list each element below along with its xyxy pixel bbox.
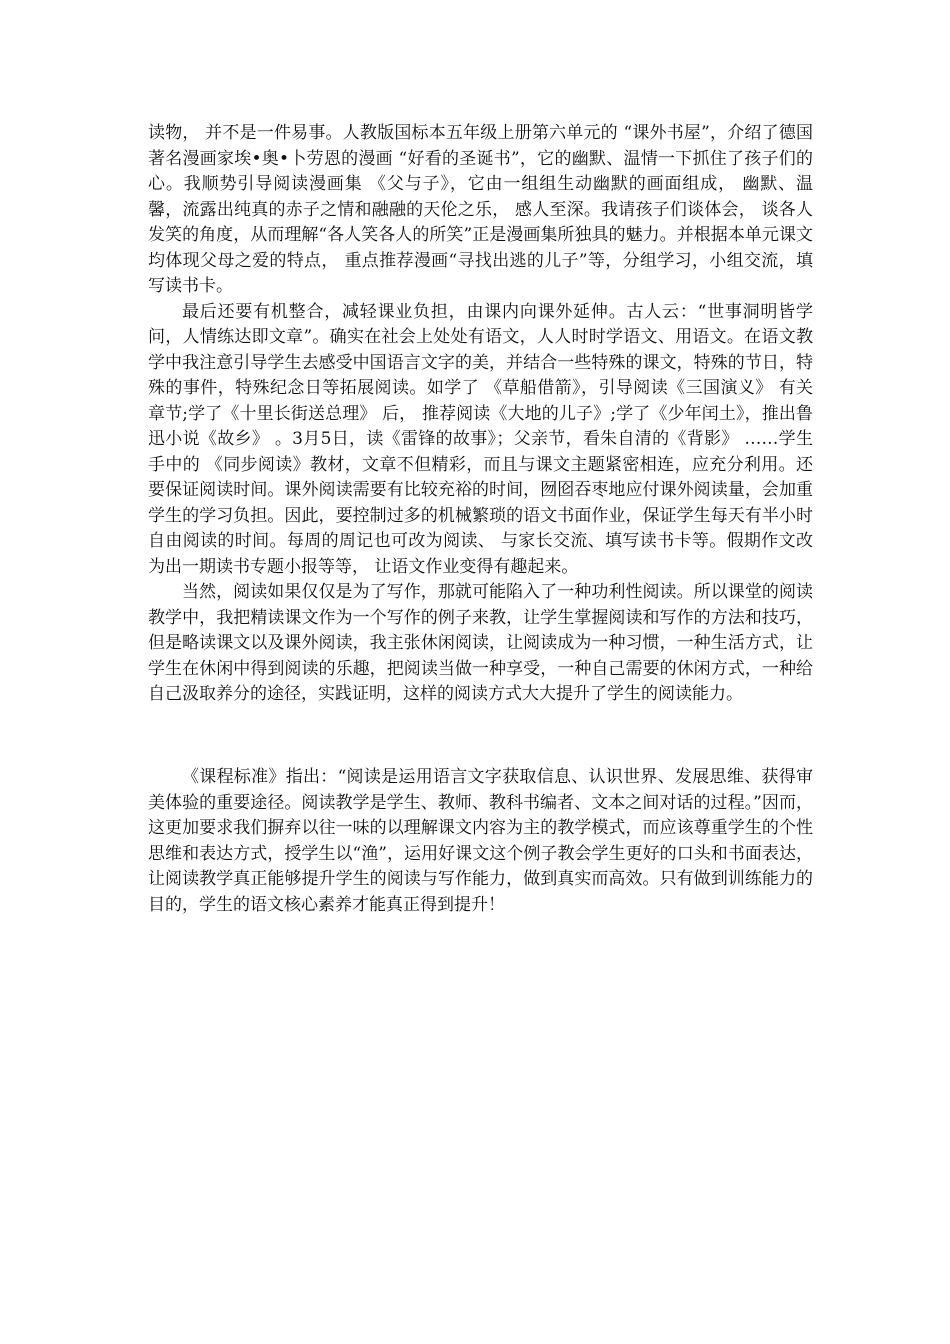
- body-text-conclusion: [148, 765, 813, 918]
- paragraph-integration: 最后还要有机整合，减轻课业负担，由课内向课外延伸。古人云：“世事洞明皆学问，人情练达即文章”。确实在社会上处处有语文，人人时时学语文、用语文。在语文教学中我注意引导学生去感受中国语言文字的美，并结合一些特殊的课文，特殊的节日，特殊的事件，特殊纪念日等拓展阅读。如学了 《草船借箭》，引导阅读《三国演义》 有关章节;学了《十里长街送总理》 后， 推荐阅读《大地的儿子》;学了《少年闰土》，推出鲁迅小说《故乡》 。3月5日，读《雷锋的故事》；父亲节，看朱自清的《背影》 ……学生手中的 《同步阅读》教材，文章不但精彩，而且与课文主题紧密相连，应充分利用。还要保证阅读时间。课外阅读需要有比较充裕的时间，囫囵吞枣地应付课外阅读量，会加重学生的学习负担。因此，要控制过多的机械繁琐的语文书面作业，保证学生每天有半小时自由阅读的时间。每周的周记也可改为阅读、 与家长交流、填写读书卡等。假期作文改为出一期读书专题小报等等， 让语文作业变得有趣起来。: [148, 301, 813, 577]
- paragraph-leisure-reading: 当然，阅读如果仅仅是为了写作，那就可能陷入了一种功利性阅读。所以课堂的阅读教学中，我把精读课文作为一个写作的例子来教，让学生掌握阅读和写作的方法和技巧，但是略读课文以及课外阅读，我主张休闲阅读，让阅读成为一种习惯，一种生活方式，让学生在休闲中得到阅读的乐趣，把阅读当做一种享受，一种自己需要的休闲方式，一种给自己汲取养分的途径，实践证明，这样的阅读方式大大提升了学生的阅读能力。: [148, 582, 813, 704]
- paragraph-curriculum-standard: 《课程标准》指出：“阅读是运用语言文字获取信息、认识世界、发展思维、获得审美体验的重要途径。阅读教学是学生、教师、教科书编者、文本之间对话的过程。”因而，这更加要求我们摒弃以往一味的以理解课文内容为主的教学模式，而应该尊重学生的个性思维和表达方式，授学生以“渔”，运用好课文这个例子教会学生更好的口头和书面表达，让阅读教学真正能够提升学生的阅读与写作能力，做到真实而高效。只有做到训练能力的目的，学生的语文核心素养才能真正得到提升！: [148, 767, 813, 915]
- body-text-main: [148, 121, 813, 708]
- paragraph-comic-reading: 读物， 并不是一件易事。人教版国标本五年级上册第六单元的 “课外书屋”，介绍了德国著名漫画家埃•奥•卜劳恩的漫画 “好看的圣诞书”，它的幽默、温情一下抓住了孩子们的心。我顺势引导阅读漫画集 《父与子》，它由一组组生动幽默的画面组成， 幽默、温馨，流露出纯真的赤子之情和融融的天伦之乐， 感人至深。我请孩子们谈体会， 谈各人发笑的角度，从而理解“各人笑各人的所笑”正是漫画集所独具的魅力。并根据本单元课文均体现父母之爱的特点， 重点推荐漫画“寻找出逃的儿子”等，分组学习，小组交流，填写读书卡。: [148, 123, 813, 296]
